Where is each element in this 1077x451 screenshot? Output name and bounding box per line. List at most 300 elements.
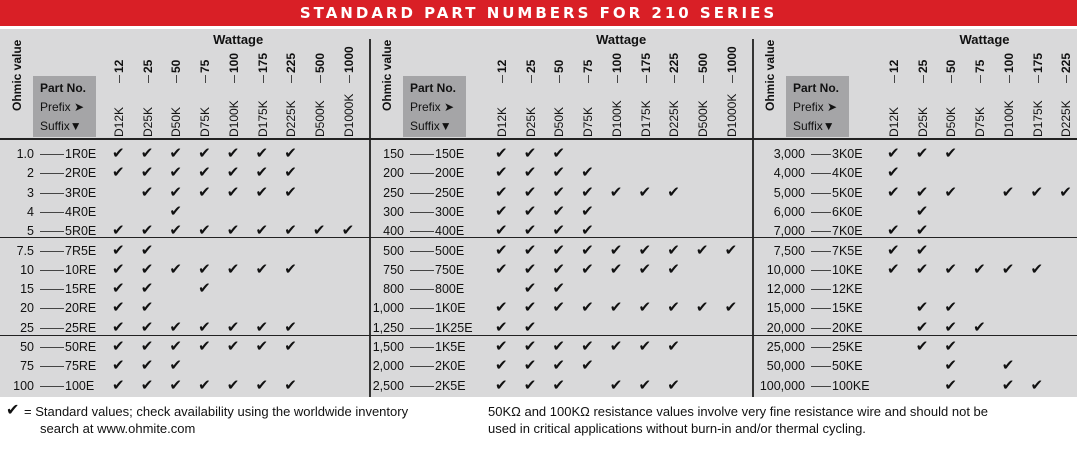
check-icon: ✔ (495, 376, 508, 394)
suffix-code: 1K5E (435, 340, 466, 354)
check-icon: ✔ (226, 145, 240, 162)
check-icon: ✔ (226, 183, 240, 201)
column-tick (646, 75, 647, 83)
suffix-code: 500E (435, 243, 465, 258)
ohmic-value: 15,000 (766, 301, 805, 316)
wattage-label: 225 (667, 52, 682, 73)
check-icon: ✔ (609, 376, 623, 394)
suffix-code: 15KE (832, 301, 863, 316)
check-icon: ✔ (112, 299, 125, 317)
leader-line (811, 251, 831, 252)
check-icon: ✔ (1059, 183, 1072, 201)
ohmic-value: 12,000 (766, 282, 805, 297)
suffix-code: 50KE (832, 359, 863, 374)
suffix-code: 15RE (65, 282, 97, 297)
check-icon: ✔ (495, 202, 508, 220)
check-icon: ✔ (523, 241, 537, 259)
ohmic-value: 1,250 (372, 320, 404, 335)
check-icon: ✔ (581, 183, 594, 201)
check-icon: ✔ (552, 202, 565, 220)
check-icon: ✔ (609, 299, 623, 317)
ohmic-value: 2,000 (372, 359, 404, 374)
check-icon: ✔ (140, 357, 154, 375)
wattage-heading: Wattage (959, 32, 1010, 47)
check-icon: ✔ (1001, 183, 1015, 201)
suffix-code: 800E (435, 282, 465, 297)
check-icon: ✔ (169, 145, 182, 162)
check-icon: ✔ (523, 280, 537, 298)
check-icon: ✔ (255, 183, 269, 201)
check-icon: ✔ (140, 183, 154, 201)
suffix-code: 150E (435, 147, 465, 161)
column-tick (923, 75, 924, 83)
check-icon: ✔ (887, 241, 900, 259)
check-icon: ✔ (140, 164, 154, 182)
check-icon: ✔ (495, 338, 508, 355)
ohmic-value: 25,000 (766, 340, 805, 354)
ohmic-value: 10 (20, 262, 34, 277)
part-no-box (786, 76, 849, 137)
check-icon: ✔ (581, 222, 594, 240)
ohmic-value: 7,500 (773, 243, 805, 258)
check-icon: ✔ (255, 338, 269, 355)
check-icon: ✔ (944, 357, 957, 375)
prefix-code: D175K (255, 100, 270, 137)
wattage-label: 12 (112, 59, 126, 73)
part-no-box (33, 76, 96, 137)
column-tick (205, 75, 206, 83)
check-icon: ✔ (887, 183, 900, 201)
wattage-label: 1000 (724, 46, 739, 73)
check-icon: ✔ (495, 164, 508, 182)
leader-line (811, 386, 831, 387)
check-icon: ✔ (667, 241, 680, 259)
wattage-label: 25 (915, 59, 930, 73)
prefix-label: Prefix ➤ (793, 100, 838, 114)
prefix-code: D50K (552, 106, 567, 137)
check-icon: ✔ (581, 164, 594, 182)
check-icon: ✔ (609, 260, 623, 278)
part-no-box (403, 76, 466, 137)
prefix-code: D75K (198, 106, 213, 137)
check-icon: ✔ (552, 260, 565, 278)
check-icon: ✔ (581, 338, 594, 355)
check-icon: ✔ (140, 376, 154, 394)
check-icon: ✔ (552, 183, 565, 201)
check-icon: ✔ (1001, 260, 1015, 278)
column-tick (617, 75, 618, 83)
check-icon: ✔ (169, 338, 182, 355)
suffix-code: 7R5E (65, 243, 97, 258)
leader-line (40, 154, 64, 155)
ohmic-value: 750 (383, 262, 404, 277)
check-icon: ✔ (112, 318, 125, 336)
column-tick (1009, 75, 1010, 83)
leader-line (410, 173, 434, 174)
check-icon: ✔ (667, 183, 680, 201)
check-icon: ✔ (226, 222, 240, 240)
check-icon: ✔ (667, 338, 680, 355)
prefix-code: D500K (312, 100, 327, 137)
prefix-code: D1000K (341, 93, 356, 137)
check-icon: ✔ (667, 299, 680, 317)
check-icon: ✔ (495, 241, 508, 259)
ohmic-value: 2 (27, 166, 34, 181)
leader-line (40, 308, 64, 309)
check-icon: ✔ (609, 241, 623, 259)
check-icon: ✔ (581, 299, 594, 317)
wattage-label: 50 (552, 59, 567, 73)
check-icon: ✔ (6, 402, 20, 419)
leader-line (811, 231, 831, 232)
ohmic-value: 1,500 (372, 340, 404, 354)
check-icon: ✔ (140, 318, 154, 336)
check-icon: ✔ (944, 145, 957, 162)
leader-line (410, 193, 434, 194)
check-icon: ✔ (695, 241, 709, 259)
column-tick (674, 75, 675, 83)
check-icon: ✔ (255, 260, 269, 278)
leader-line (410, 366, 434, 367)
check-icon: ✔ (169, 260, 182, 278)
check-icon: ✔ (1030, 260, 1044, 278)
check-icon: ✔ (667, 260, 680, 278)
wattage-label: 500 (312, 52, 327, 73)
wattage-label: 25 (140, 59, 155, 73)
prefix-code: D25K (915, 106, 930, 137)
check-icon: ✔ (169, 202, 182, 220)
check-icon: ✔ (169, 318, 182, 336)
ohmic-value: 300 (383, 204, 404, 219)
prefix-code: D12K (887, 106, 901, 137)
check-icon: ✔ (284, 260, 297, 278)
check-icon: ✔ (198, 280, 211, 298)
suffix-code: 6K0E (832, 204, 863, 219)
suffix-code: 7K5E (832, 243, 863, 258)
check-icon: ✔ (198, 318, 211, 336)
check-icon: ✔ (523, 318, 537, 336)
check-icon: ✔ (226, 260, 240, 278)
prefix-code: D75K (973, 106, 988, 137)
ohmic-value: 3 (27, 185, 34, 200)
wattage-label: 12 (887, 59, 901, 73)
suffix-code: 10KE (832, 262, 863, 277)
check-icon: ✔ (198, 260, 211, 278)
column-tick (588, 75, 589, 83)
check-icon: ✔ (915, 202, 929, 220)
check-icon: ✔ (1001, 376, 1015, 394)
leader-line (40, 347, 64, 348)
check-icon: ✔ (552, 222, 565, 240)
ohmic-value: 3,000 (773, 147, 805, 161)
suffix-code: 75RE (65, 359, 97, 374)
ohmic-value: 250 (383, 185, 404, 200)
leader-line (410, 154, 434, 155)
check-icon: ✔ (255, 318, 269, 336)
suffix-code: 1R0E (65, 147, 97, 161)
column-tick (703, 75, 704, 83)
check-icon: ✔ (523, 202, 537, 220)
check-icon: ✔ (112, 338, 125, 355)
prefix-code: D25K (523, 106, 538, 137)
suffix-code: 20KE (832, 320, 863, 335)
suffix-code: 25RE (65, 320, 97, 335)
leader-line (811, 347, 831, 348)
ohmic-value: 50,000 (766, 359, 805, 374)
suffix-code: 50RE (65, 340, 97, 354)
check-icon: ✔ (495, 145, 508, 162)
check-icon: ✔ (112, 357, 125, 375)
check-icon: ✔ (169, 222, 182, 240)
check-icon: ✔ (255, 145, 269, 162)
check-icon: ✔ (552, 299, 565, 317)
leader-line (40, 366, 64, 367)
prefix-code: D225K (284, 100, 299, 137)
column-tick (119, 75, 120, 83)
suffix-code: 100KE (832, 378, 870, 393)
check-icon: ✔ (552, 376, 565, 394)
suffix-code: 10RE (65, 262, 97, 277)
check-icon: ✔ (226, 318, 240, 336)
check-icon: ✔ (609, 183, 623, 201)
wattage-label: 175 (255, 52, 270, 73)
ohmic-value: 1.0 (16, 147, 34, 161)
check-icon: ✔ (523, 222, 537, 240)
check-icon: ✔ (495, 183, 508, 201)
column-tick (732, 75, 733, 83)
prefix-code: D500K (695, 100, 710, 137)
leader-line (40, 193, 64, 194)
check-icon: ✔ (667, 376, 680, 394)
leader-line (811, 193, 831, 194)
column-tick (320, 75, 321, 83)
leader-line (811, 308, 831, 309)
ohmic-value: 50 (20, 340, 34, 354)
section-divider (369, 39, 371, 397)
column-tick (1038, 75, 1039, 83)
check-icon: ✔ (523, 357, 537, 375)
part-no-label: Part No. (410, 81, 457, 95)
prefix-code: D50K (944, 106, 959, 137)
check-icon: ✔ (581, 202, 594, 220)
check-icon: ✔ (552, 241, 565, 259)
check-icon: ✔ (609, 338, 623, 355)
check-icon: ✔ (140, 241, 154, 259)
check-icon: ✔ (887, 164, 900, 182)
check-icon: ✔ (112, 222, 125, 240)
check-icon: ✔ (973, 260, 986, 278)
section-divider (752, 39, 754, 397)
suffix-code: 300E (435, 204, 465, 219)
ohmic-value: 7,000 (773, 224, 805, 239)
prefix-code: D100K (1001, 100, 1016, 137)
leader-line (40, 289, 64, 290)
check-icon: ✔ (638, 338, 652, 355)
suffix-code: 1K0E (435, 301, 466, 316)
suffix-code: 250E (435, 185, 465, 200)
suffix-code: 25KE (832, 340, 863, 354)
suffix-code: 4R0E (65, 204, 97, 219)
check-icon: ✔ (312, 222, 326, 240)
suffix-code: 3K0E (832, 147, 863, 161)
leader-line (811, 289, 831, 290)
ohmic-value-heading: Ohmic value (10, 39, 24, 111)
check-icon: ✔ (915, 241, 929, 259)
ohmic-value-heading: Ohmic value (380, 39, 394, 111)
check-icon: ✔ (552, 280, 565, 298)
ohmic-value: 10,000 (766, 262, 805, 277)
check-icon: ✔ (255, 222, 269, 240)
check-icon: ✔ (169, 183, 182, 201)
ohmic-value: 800 (383, 282, 404, 297)
ohmic-value: 150 (383, 147, 404, 161)
suffix-code: 12KE (832, 282, 863, 297)
check-icon: ✔ (140, 145, 154, 162)
suffix-code: 750E (435, 262, 465, 277)
check-icon: ✔ (552, 164, 565, 182)
check-icon: ✔ (284, 164, 297, 182)
ohmic-value: 4 (27, 204, 34, 219)
check-icon: ✔ (973, 318, 986, 336)
wattage-label: 225 (284, 52, 299, 73)
check-icon: ✔ (140, 280, 154, 298)
column-tick (894, 75, 895, 83)
check-icon: ✔ (695, 299, 709, 317)
wattage-heading: Wattage (213, 32, 264, 47)
check-icon: ✔ (638, 299, 652, 317)
ohmic-value: 100 (13, 378, 34, 393)
prefix-code: D175K (1030, 100, 1045, 137)
leader-line (40, 173, 64, 174)
leader-line (410, 289, 434, 290)
prefix-code: D12K (112, 106, 126, 137)
check-icon: ✔ (284, 318, 297, 336)
leader-line (40, 386, 64, 387)
ohmic-value: 4,000 (773, 166, 805, 181)
column-tick (263, 75, 264, 83)
check-icon: ✔ (944, 299, 957, 317)
footnote-left-line1: = Standard values; check availability using the worldwide inventory (24, 404, 409, 419)
ohmic-value: 500 (383, 243, 404, 258)
column-tick (349, 75, 350, 83)
suffix-code: 4K0E (832, 166, 863, 181)
wattage-label: 225 (1059, 52, 1074, 73)
check-icon: ✔ (523, 299, 537, 317)
check-icon: ✔ (495, 222, 508, 240)
suffix-code: 200E (435, 166, 465, 181)
check-icon: ✔ (523, 260, 537, 278)
check-icon: ✔ (552, 338, 565, 355)
footnote-left-line2: search at www.ohmite.com (40, 421, 196, 436)
part-no-label: Part No. (40, 81, 87, 95)
check-icon: ✔ (495, 299, 508, 317)
check-icon: ✔ (638, 241, 652, 259)
check-icon: ✔ (226, 164, 240, 182)
leader-line (410, 251, 434, 252)
check-icon: ✔ (915, 338, 929, 355)
suffix-code: 2K5E (435, 378, 466, 393)
suffix-code: 7K0E (832, 224, 863, 239)
prefix-code: D225K (667, 100, 682, 137)
wattage-label: 175 (1030, 52, 1045, 73)
check-icon: ✔ (169, 357, 182, 375)
check-icon: ✔ (495, 260, 508, 278)
check-icon: ✔ (552, 145, 565, 162)
prefix-code: D100K (226, 100, 241, 137)
check-icon: ✔ (140, 260, 154, 278)
check-icon: ✔ (198, 183, 211, 201)
check-icon: ✔ (887, 260, 900, 278)
check-icon: ✔ (638, 376, 652, 394)
check-icon: ✔ (944, 338, 957, 355)
leader-line (811, 212, 831, 213)
prefix-code: D75K (581, 106, 596, 137)
prefix-code: D1000K (724, 93, 739, 137)
column-tick (176, 75, 177, 83)
wattage-label: 50 (944, 59, 959, 73)
suffix-label: Suffix▼ (793, 119, 835, 133)
check-icon: ✔ (226, 376, 240, 394)
suffix-code: 2R0E (65, 166, 97, 181)
leader-line (410, 212, 434, 213)
check-icon: ✔ (255, 164, 269, 182)
wattage-label: 12 (495, 59, 509, 73)
check-icon: ✔ (915, 299, 929, 317)
ohmic-value: 100,000 (759, 378, 805, 393)
suffix-label: Suffix▼ (40, 119, 82, 133)
check-icon: ✔ (284, 145, 297, 162)
prefix-code: D25K (140, 106, 155, 137)
check-icon: ✔ (887, 145, 900, 162)
wattage-label: 75 (581, 59, 596, 73)
leader-line (410, 386, 434, 387)
check-icon: ✔ (638, 183, 652, 201)
ohmic-value: 400 (383, 224, 404, 239)
wattage-label: 175 (638, 52, 653, 73)
ohmic-value: 6,000 (773, 204, 805, 219)
wattage-label: 100 (1001, 52, 1016, 73)
footnote-right-line2: used in critical applications without burn-in and/or thermal cycling. (488, 421, 866, 436)
row-group-divider (0, 138, 1077, 140)
suffix-code: 1K25E (435, 320, 473, 335)
suffix-code: 3R0E (65, 185, 97, 200)
leader-line (811, 173, 831, 174)
leader-line (410, 231, 434, 232)
check-icon: ✔ (112, 241, 125, 259)
check-icon: ✔ (495, 357, 508, 375)
check-icon: ✔ (915, 260, 929, 278)
column-tick (502, 75, 503, 83)
check-icon: ✔ (169, 164, 182, 182)
footnotes (0, 397, 1077, 451)
suffix-code: 100E (65, 378, 95, 393)
ohmic-value: 20 (20, 301, 34, 316)
leader-line (410, 308, 434, 309)
check-icon: ✔ (552, 357, 565, 375)
check-icon: ✔ (140, 338, 154, 355)
leader-line (410, 347, 434, 348)
column-tick (234, 75, 235, 83)
check-icon: ✔ (198, 222, 211, 240)
ohmic-value: 25 (20, 320, 34, 335)
suffix-code: 2K0E (435, 359, 466, 374)
leader-line (811, 154, 831, 155)
check-icon: ✔ (495, 318, 508, 336)
leader-line (40, 328, 64, 329)
ohmic-value: 15 (20, 282, 34, 297)
check-icon: ✔ (581, 357, 594, 375)
wattage-label: 500 (695, 52, 710, 73)
